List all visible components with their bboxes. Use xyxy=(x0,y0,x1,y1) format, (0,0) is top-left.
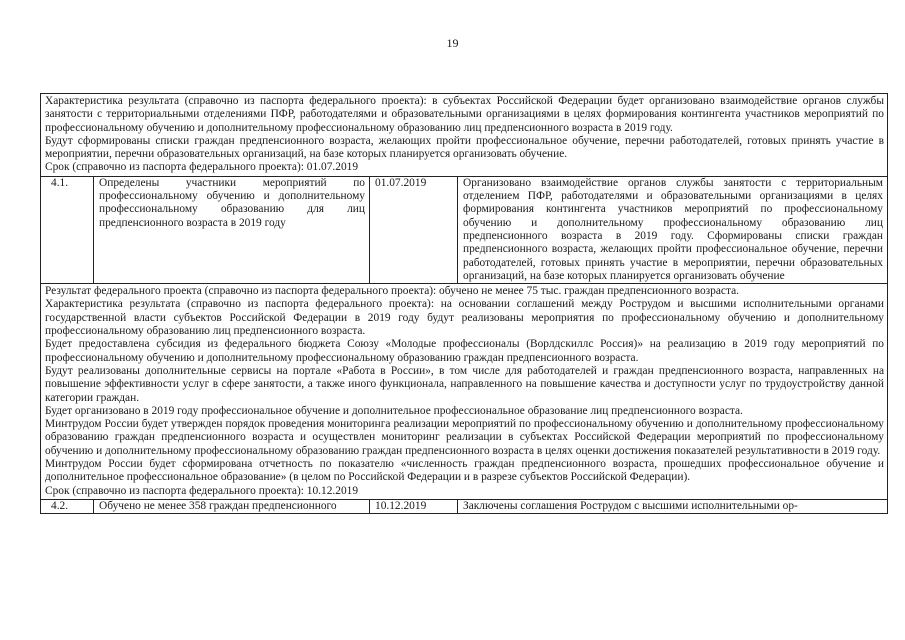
paragraph: Характеристика результата (справочно из паспорта федерального проекта): в субъектах Российской Федерации будет организовано взаимодействие органов службы занятости с территориальными отделениями ПФР, работодателями и образовательными организациями в целях формирования контингента участников мероприятий по профессиональному обучению и дополнительному профессиональному образованию лиц предпенсионного возраста в 2019 году. xyxy=(45,95,884,134)
paragraph: Характеристика результата (справочно из паспорта федерального проекта): на основании соглашений между Рострудом и высшими исполнительными органами государственной власти субъектов Российской Федерации в 2019 году будут реализованы мероприятия по профессиональному обучению и дополнительному профессиональному образованию лиц предпенсионного возраста. xyxy=(45,298,884,338)
paragraph: Минтрудом России будет утвержден порядок проведения мониторинга реализации мероприятий по профессиональному обучению и дополнительному профессиональному образованию граждан предпенсионного возраста и осуществлен мониторинг реализации в субъектах Российской Федерации мероприятий по профессиональному обучению и дополнительному профессиональному образованию граждан предпенсионного возраста в целях оценки достижения показателей результативности в 2019 году. xyxy=(45,418,884,457)
table-row-4-2 xyxy=(41,500,887,514)
row-date: 01.07.2019 xyxy=(369,177,457,283)
section-2-results xyxy=(41,284,887,500)
row-description: Заключены соглашения Рострудом с высшими исполнительными ор- xyxy=(457,500,887,513)
table-row-4-1 xyxy=(41,177,887,284)
row-date: 10.12.2019 xyxy=(369,500,457,513)
paragraph: Будет организовано в 2019 году профессиональное обучение и дополнительное профессиональное образование лиц предпенсионного возраста. xyxy=(45,404,743,417)
paragraph: Будет предоставлена субсидия из федерального бюджета Союзу «Молодые профессионалы (Ворлдскиллс Россия)» на реализацию в 2019 году мероприятий по профессиональному обучению и дополнительному профессиональному образованию граждан предпенсионного возраста. xyxy=(45,338,884,364)
deadline-text: Срок (справочно из паспорта федерального проекта): 01.07.2019 xyxy=(45,161,359,174)
row-title: Обучено не менее 358 граждан предпенсионного xyxy=(93,500,369,513)
paragraph: Результат федерального проекта (справочно из паспорта федерального проекта): обучено не менее 75 тыс. граждан предпенсионного возраста. xyxy=(45,285,739,298)
deadline-text: Срок (справочно из паспорта федерального проекта): 10.12.2019 xyxy=(45,484,359,497)
document-table xyxy=(40,93,888,514)
paragraph: Минтрудом России будет сформирована отчетность по показателю «численность граждан предпенсионного возраста, прошедших профессиональное обучение и дополнительное профессиональное образование» (в целом по Российской Федерации и в разрезе субъектов Российской Федерации). xyxy=(45,458,884,484)
row-description: Организовано взаимодействие органов службы занятости с территориальным отделением ПФР, работодателями и образовательными организациями в целях формирования контингента участников мероприятий по профессиональному обучению и дополнительному профессиональному образованию лиц предпенсионного возраста в 2019 году. Сформированы списки граждан предпенсионного возраста, желающих пройти профессиональное обучение, перечни работодателей, готовых принять участие в мероприятии, перечни образовательных организаций, на базе которых планируется организовать обучение xyxy=(457,177,887,283)
paragraph: Будут сформированы списки граждан предпенсионного возраста, желающих пройти профессиональное обучение, перечни работодателей, готовых принять участие в мероприятии, перечни образовательных организаций, на базе которых планируется организовать обучение. xyxy=(45,134,884,161)
row-number: 4.1. xyxy=(51,176,69,189)
row-number: 4.2. xyxy=(51,499,69,512)
row-title: Определены участники мероприятий по профессиональному обучению и дополнительному профессиональному образованию для лиц предпенсионного возраста в 2019 году xyxy=(93,177,369,283)
section-1-characteristics xyxy=(41,94,887,177)
page-number: 19 xyxy=(446,36,459,50)
paragraph: Будут реализованы дополнительные сервисы на портале «Работа в России», в том числе для работодателей и граждан предпенсионного возраста, направленных на повышение эффективности услуг в сфере занятости, а также иного функционала, направленного на повышение качества и доступности услуг по трудоустройству данной категории граждан. xyxy=(45,364,884,404)
